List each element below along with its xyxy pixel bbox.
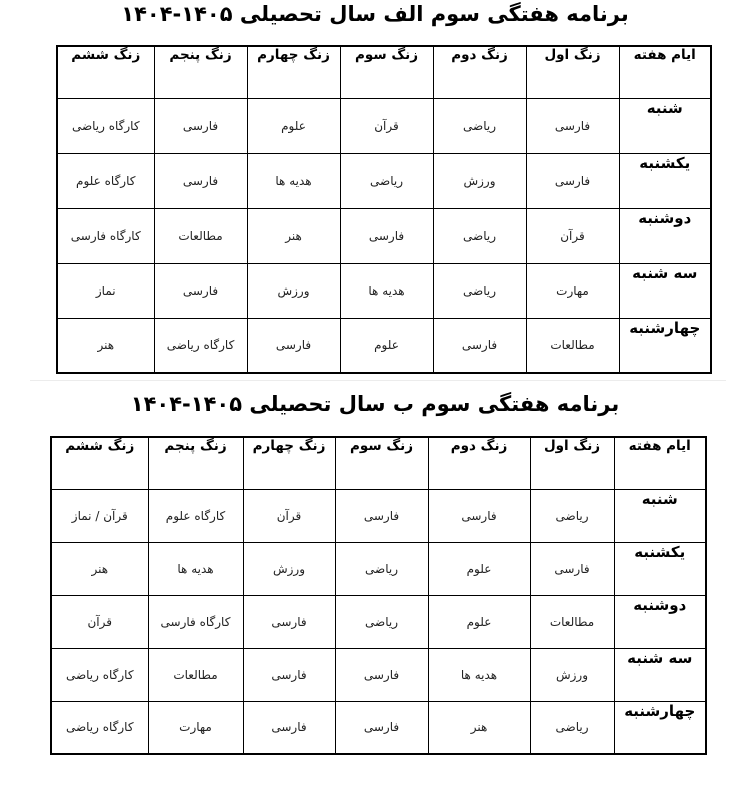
header-cell: زنگ چهارم <box>243 437 335 489</box>
subject-cell: فارسی <box>526 98 619 153</box>
subject-cell: فارسی <box>243 701 335 754</box>
subject-cell: قرآن <box>340 98 433 153</box>
table-row <box>51 489 706 542</box>
header-cell: زنگ سوم <box>335 437 428 489</box>
subject-cell: مطالعات <box>148 648 243 701</box>
subject-cell: علوم <box>247 98 340 153</box>
table-header-row <box>51 437 706 489</box>
table-row <box>51 542 706 595</box>
header-cell: زنگ ششم <box>51 437 148 489</box>
subject-cell: فارسی <box>433 318 526 373</box>
subject-cell: ریاضی <box>335 542 428 595</box>
subject-cell: هدیه ها <box>340 263 433 318</box>
subject-cell: قرآن <box>51 595 148 648</box>
subject-cell: هنر <box>428 701 530 754</box>
schedule-a-title: برنامه هفتگی سوم الف سال تحصیلی ۱۴۰۵-۱۴۰۴ <box>121 2 629 26</box>
subject-cell: ورزش <box>247 263 340 318</box>
table-row <box>57 98 711 153</box>
header-cell: ایام هفته <box>619 46 711 98</box>
subject-cell: ریاضی <box>335 595 428 648</box>
subject-cell: فارسی <box>154 98 247 153</box>
subject-cell: فارسی <box>154 263 247 318</box>
header-cell: زنگ پنجم <box>154 46 247 98</box>
header-cell: زنگ اول <box>526 46 619 98</box>
day-cell: سه شنبه <box>619 263 711 318</box>
subject-cell: فارسی <box>335 648 428 701</box>
subject-cell: علوم <box>428 542 530 595</box>
table-row <box>51 595 706 648</box>
subject-cell: هنر <box>57 318 154 373</box>
subject-cell: ریاضی <box>530 489 614 542</box>
subject-cell: مطالعات <box>154 208 247 263</box>
subject-cell: قرآن <box>526 208 619 263</box>
subject-cell: قرآن / نماز <box>51 489 148 542</box>
table-row <box>57 153 711 208</box>
table-row <box>57 208 711 263</box>
table-row <box>51 648 706 701</box>
subject-cell: ریاضی <box>433 263 526 318</box>
table-row <box>51 701 706 754</box>
subject-cell: کارگاه ریاضی <box>154 318 247 373</box>
header-cell: زنگ اول <box>530 437 614 489</box>
subject-cell: هنر <box>247 208 340 263</box>
subject-cell: فارسی <box>243 595 335 648</box>
subject-cell: ریاضی <box>433 98 526 153</box>
subject-cell: نماز <box>57 263 154 318</box>
table-header-row <box>57 46 711 98</box>
subject-cell: هدیه ها <box>428 648 530 701</box>
header-cell: زنگ دوم <box>433 46 526 98</box>
subject-cell: فارسی <box>247 318 340 373</box>
subject-cell: هدیه ها <box>247 153 340 208</box>
header-cell: زنگ چهارم <box>247 46 340 98</box>
subject-cell: کارگاه فارسی <box>57 208 154 263</box>
subject-cell: فارسی <box>335 701 428 754</box>
day-cell: یکشنبه <box>619 153 711 208</box>
schedule-b-table <box>50 436 707 755</box>
subject-cell: کارگاه ریاضی <box>51 701 148 754</box>
day-cell: شنبه <box>614 489 706 542</box>
subject-cell: فارسی <box>340 208 433 263</box>
day-cell: یکشنبه <box>614 542 706 595</box>
header-cell: ایام هفته <box>614 437 706 489</box>
header-cell: زنگ سوم <box>340 46 433 98</box>
subject-cell: فارسی <box>428 489 530 542</box>
subject-cell: ورزش <box>530 648 614 701</box>
subject-cell: کارگاه علوم <box>148 489 243 542</box>
day-cell: دوشنبه <box>619 208 711 263</box>
header-cell: زنگ دوم <box>428 437 530 489</box>
subject-cell: مهارت <box>526 263 619 318</box>
subject-cell: فارسی <box>530 542 614 595</box>
header-cell: زنگ ششم <box>57 46 154 98</box>
day-cell: چهارشنبه <box>619 318 711 373</box>
subject-cell: علوم <box>428 595 530 648</box>
day-cell: چهارشنبه <box>614 701 706 754</box>
subject-cell: فارسی <box>154 153 247 208</box>
day-cell: شنبه <box>619 98 711 153</box>
subject-cell: مطالعات <box>530 595 614 648</box>
subject-cell: فارسی <box>243 648 335 701</box>
subject-cell: فارسی <box>335 489 428 542</box>
subject-cell: هنر <box>51 542 148 595</box>
table-row <box>57 318 711 373</box>
subject-cell: فارسی <box>526 153 619 208</box>
table-row <box>57 263 711 318</box>
subject-cell: مطالعات <box>526 318 619 373</box>
subject-cell: کارگاه علوم <box>57 153 154 208</box>
subject-cell: ورزش <box>243 542 335 595</box>
subject-cell: ریاضی <box>530 701 614 754</box>
subject-cell: قرآن <box>243 489 335 542</box>
subject-cell: کارگاه ریاضی <box>57 98 154 153</box>
subject-cell: کارگاه فارسی <box>148 595 243 648</box>
subject-cell: هدیه ها <box>148 542 243 595</box>
subject-cell: کارگاه ریاضی <box>51 648 148 701</box>
day-cell: سه شنبه <box>614 648 706 701</box>
day-cell: دوشنبه <box>614 595 706 648</box>
subject-cell: مهارت <box>148 701 243 754</box>
schedule-a-table <box>56 45 712 374</box>
schedule-b-title: برنامه هفتگی سوم ب سال تحصیلی ۱۴۰۵-۱۴۰۴ <box>130 392 620 416</box>
subject-cell: ریاضی <box>340 153 433 208</box>
subject-cell: علوم <box>340 318 433 373</box>
section-divider <box>30 380 726 381</box>
subject-cell: ورزش <box>433 153 526 208</box>
subject-cell: ریاضی <box>433 208 526 263</box>
header-cell: زنگ پنجم <box>148 437 243 489</box>
